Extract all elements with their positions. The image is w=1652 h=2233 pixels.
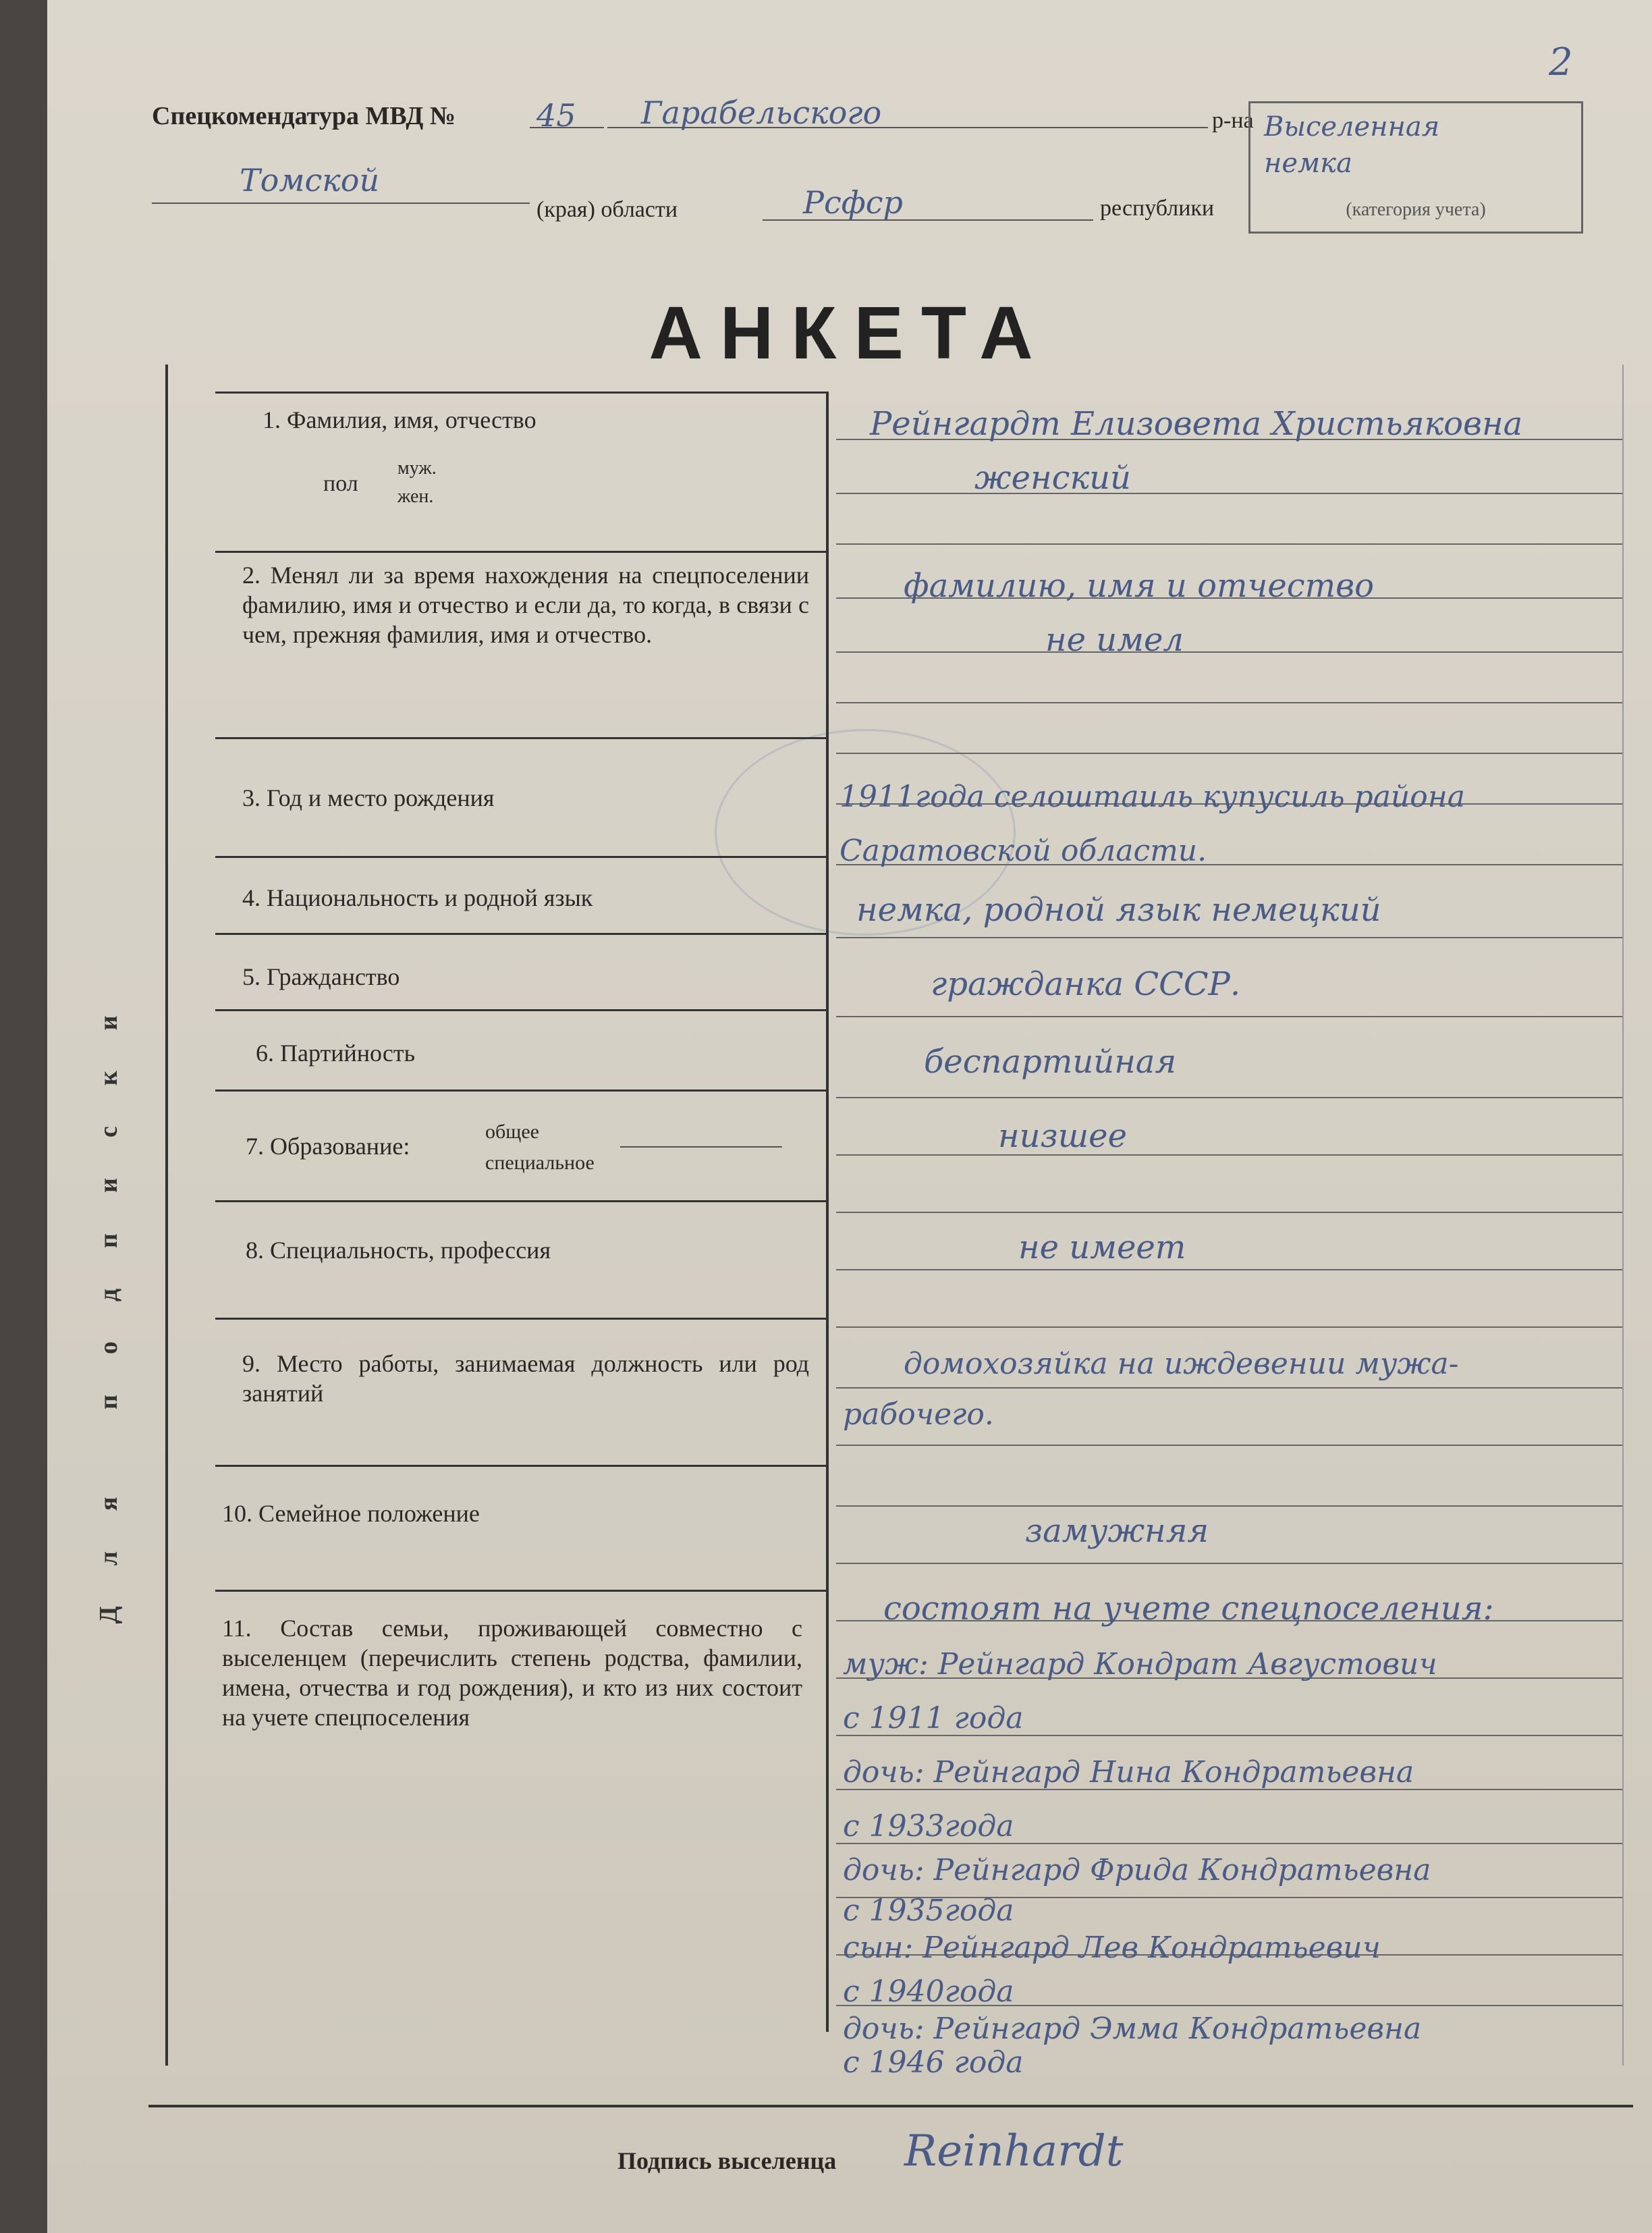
question-label: Фамилия, имя, отчество [287, 406, 536, 433]
question-1 [263, 405, 829, 435]
column-separator [826, 392, 829, 2032]
sex-female-option: жен. [397, 486, 434, 507]
answer-line [836, 753, 1622, 754]
row-divider [215, 933, 826, 935]
answer-line [836, 1097, 1622, 1098]
region-name: Томской [240, 162, 380, 198]
side-label [67, 743, 168, 1856]
answer-line [836, 543, 1622, 545]
answer-line [836, 1212, 1622, 1213]
question-10 [222, 1499, 789, 1528]
question-number: 7. [246, 1133, 264, 1160]
answer-11-line: с 1935года [843, 1893, 1014, 1928]
answer-line [836, 651, 1622, 653]
answer-11-line: дочь: Рейнгард Нина Кондратьевна [843, 1755, 1414, 1790]
page-title: АНКЕТА [649, 292, 1051, 375]
question-label: Семейное положение [258, 1500, 480, 1527]
question-label: Специальность, профессия [270, 1237, 551, 1264]
document-sheet [47, 0, 1652, 2233]
answer-11-line: дочь: Рейнгард Эмма Кондратьевна [843, 2012, 1422, 2046]
answer-line [836, 1154, 1622, 1156]
education-special: специальное [485, 1152, 595, 1174]
row-divider [215, 1590, 826, 1592]
question-label: Образование: [270, 1133, 410, 1160]
answer-1-sex: женский [974, 459, 1131, 497]
row-divider [215, 392, 826, 394]
question-2 [242, 560, 809, 649]
question-9 [242, 1349, 809, 1408]
region-label: (края) области [536, 197, 678, 222]
question-4 [242, 883, 809, 913]
question-number: 11. [222, 1615, 252, 1642]
answer-1-name: Рейнгардт Елизовета Христьяковна [870, 405, 1523, 443]
question-6 [256, 1038, 823, 1068]
question-8 [246, 1235, 813, 1265]
question-number: 6. [256, 1040, 274, 1067]
question-label: Партийность [280, 1040, 416, 1067]
question-number: 5. [242, 963, 260, 990]
answer-11-line: с 1933года [843, 1809, 1014, 1844]
district-field [607, 95, 1208, 131]
question-label: Состав семьи, проживающей совместно с выселенцем (перечислить степень родства, фамилии, имена, отчества и год рождения), и кто из них состоит на учете спецпоселения [222, 1615, 802, 1731]
answer-5: гражданка СССР. [931, 965, 1241, 1003]
page-number: 2 [1549, 41, 1573, 84]
question-label: Гражданство [267, 963, 400, 990]
answer-2-line1: фамилию, имя и отчество [904, 567, 1374, 605]
category-value-line1: Выселенная [1264, 111, 1440, 142]
questionnaire-table [94, 365, 1624, 2080]
question-number: 8. [246, 1237, 264, 1264]
row-divider [215, 1200, 826, 1202]
answer-9-line1: домохозяйка на иждевении мужа- [904, 1347, 1459, 1381]
answer-line [836, 702, 1622, 703]
answer-7: низшее [998, 1117, 1127, 1155]
signature: Reinhardt [904, 2126, 1124, 2176]
category-value-line2: немка [1264, 148, 1352, 179]
answer-11-line: сын: Рейнгард Лев Кондратьевич [843, 1931, 1381, 1965]
signature-label: Подпись выселенца [617, 2147, 837, 2174]
office-label: Спецкомендатура МВД № [152, 102, 456, 130]
education-general: общее [485, 1121, 539, 1143]
answer-11-line: с 1940года [843, 1974, 1014, 2009]
republic-field [763, 184, 1093, 221]
answer-line [836, 1505, 1622, 1507]
answer-line [836, 493, 1622, 494]
answer-11-line: с 1946 года [843, 2045, 1024, 2080]
answer-6: беспартийная [924, 1043, 1177, 1081]
question-number: 10. [222, 1500, 252, 1527]
row-divider [215, 1318, 826, 1320]
question-11 [222, 1613, 802, 1732]
answer-line [836, 937, 1622, 938]
answer-8: не имеет [1018, 1229, 1186, 1266]
row-divider [215, 1465, 826, 1467]
question-number: 3. [242, 784, 260, 811]
answer-line [836, 1387, 1622, 1389]
answer-4: немка, родной язык немецкий [856, 891, 1381, 929]
row-divider [215, 551, 826, 553]
answer-line [836, 1563, 1622, 1564]
question-number: 4. [242, 884, 260, 911]
answer-10: замужняя [1025, 1512, 1209, 1550]
office-number-field [530, 97, 604, 134]
question-label: Место работы, занимаемая должность или род занятий [242, 1350, 810, 1407]
answer-3-line2: Саратовской области. [839, 834, 1207, 868]
district-name: Гарабельского [641, 95, 882, 131]
answer-11-line: с 1911 года [843, 1701, 1024, 1736]
row-divider [215, 737, 826, 739]
office-number: 45 [536, 97, 576, 134]
row-divider [215, 856, 826, 858]
answer-11-line: состоят на учете спецпоселения: [883, 1590, 1494, 1627]
republic-label: республики [1100, 196, 1215, 221]
question-number: 1. [263, 406, 281, 433]
question-number: 9. [242, 1350, 260, 1377]
answer-11-line: дочь: Рейнгард Фрида Кондратьевна [843, 1853, 1431, 1887]
education-underline [620, 1146, 782, 1148]
bottom-divider [148, 2105, 1633, 2107]
answer-9-line2: рабочего. [843, 1397, 994, 1432]
sex-male-option: муж. [397, 458, 437, 479]
question-number: 2. [242, 562, 260, 589]
sex-label: пол [323, 471, 358, 496]
answer-3-line1: 1911года селоштаиль купусиль района [839, 780, 1465, 814]
side-label-text: Для подписки [94, 975, 123, 1624]
question-label: Год и место рождения [267, 784, 495, 811]
answer-line [836, 1326, 1622, 1328]
answer-11-line: муж: Рейнгард Кондрат Августович [843, 1647, 1437, 1682]
category-box [1248, 101, 1583, 234]
district-suffix: р-на [1212, 108, 1254, 133]
question-3 [242, 783, 809, 813]
republic-name: Рсфср [803, 184, 903, 221]
row-divider [215, 1009, 826, 1011]
category-caption: (категория учета) [1346, 199, 1486, 220]
answer-line [836, 1016, 1622, 1017]
answer-line [836, 1445, 1622, 1446]
answer-2-line2: не имел [1045, 621, 1184, 659]
answer-line [836, 1269, 1622, 1270]
region-field [152, 162, 530, 204]
row-divider [215, 1089, 826, 1092]
question-5 [242, 962, 809, 992]
question-label: Менял ли за время нахождения на спецпоселении фамилию, имя и отчество и если да, то когда, в связи с чем, прежняя фамилия, имя и отчество. [242, 562, 809, 648]
question-label: Национальность и родной язык [267, 884, 593, 911]
